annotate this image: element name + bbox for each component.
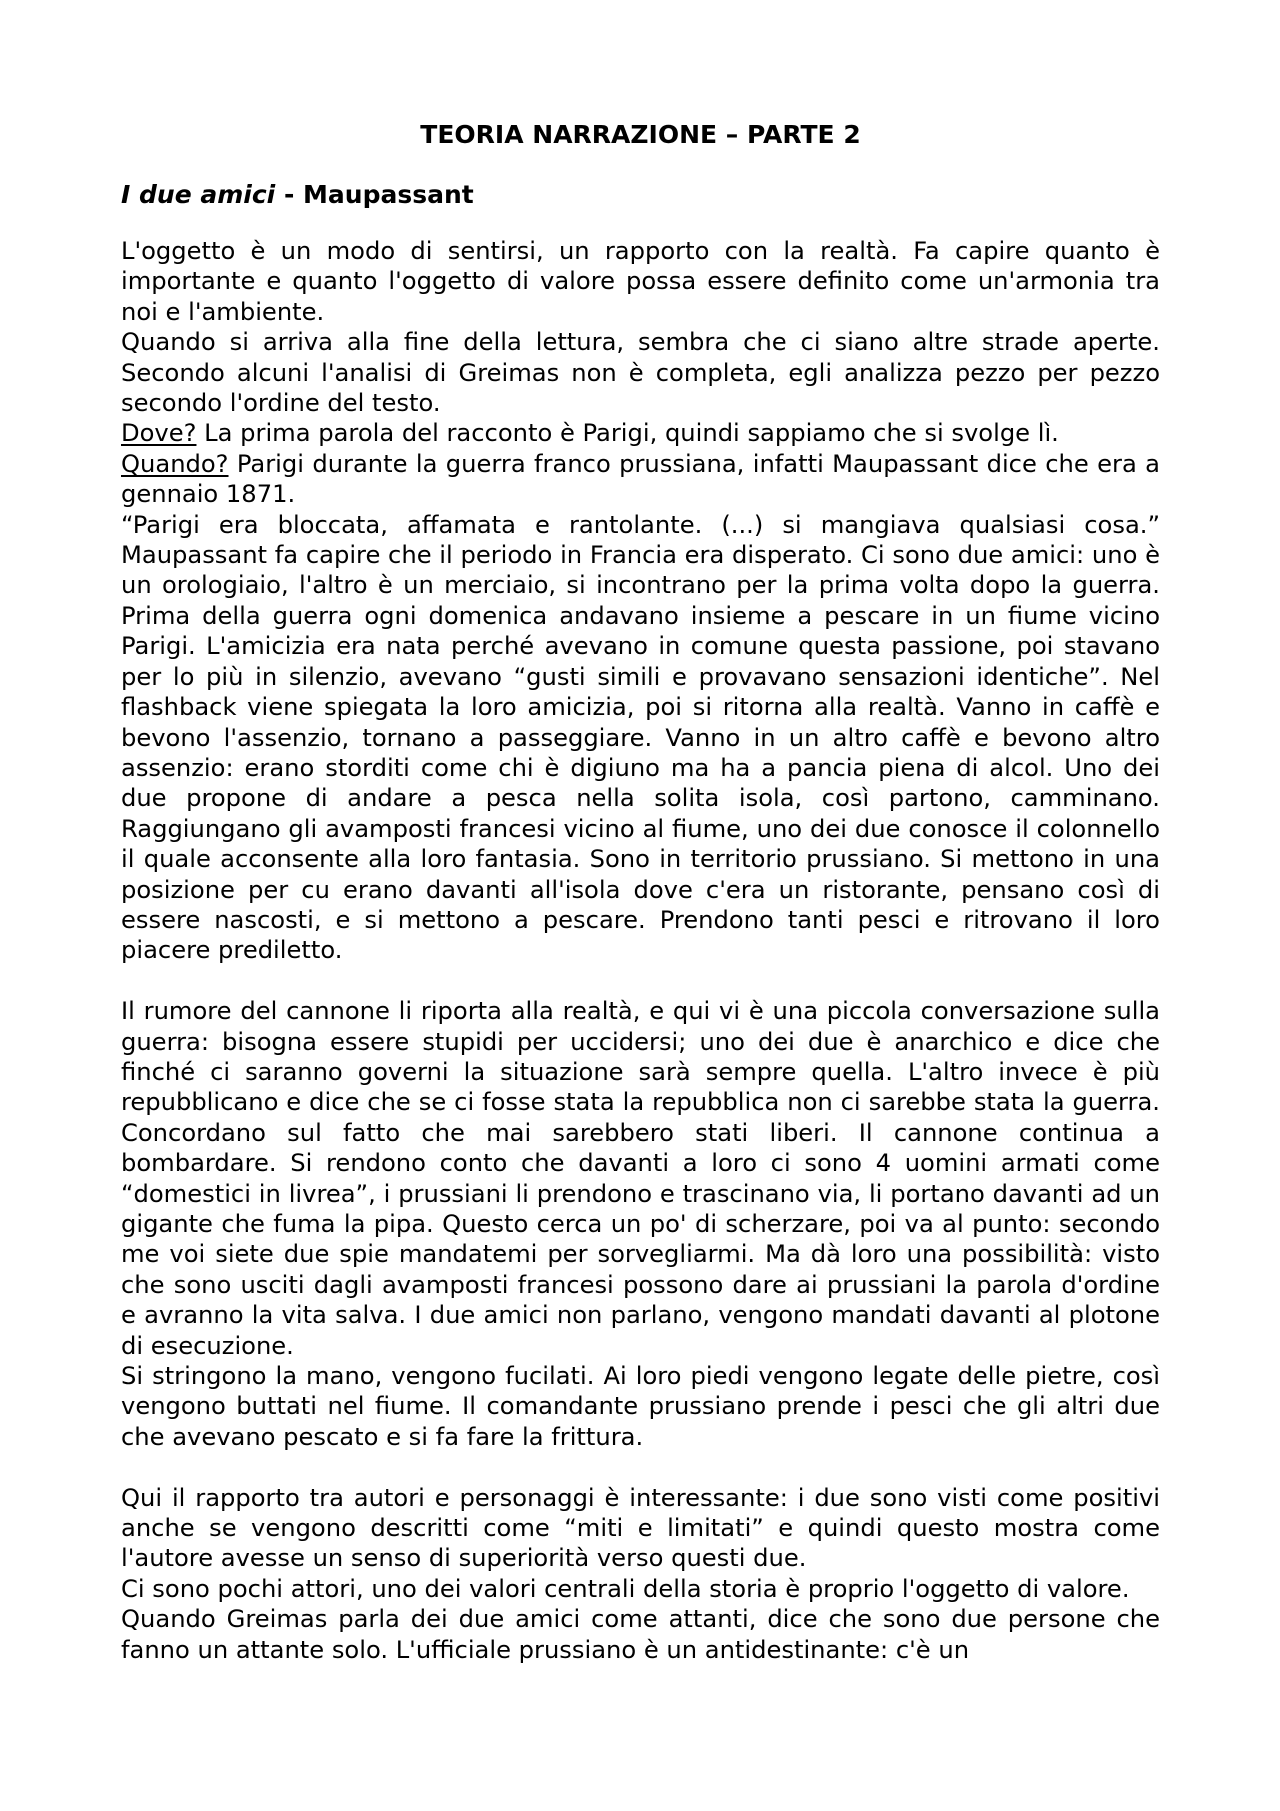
paragraph-spacer [121,966,1160,996]
section-heading [121,178,474,212]
paragraph-text: Parigi durante la guerra franco prussiana, infatti Maupassant dice che era a gennaio 1871. [121,449,1160,509]
paragraph [121,510,1160,966]
paragraph-text: Qui il rapporto tra autori e personaggi è interessante: i due sono visti come positivi anche se vengono descritti come “miti e limitati” e quindi questo mostra come l'autore avesse un senso di superiorità verso questi due. [121,1483,1160,1573]
paragraph [121,1361,1160,1452]
paragraph [121,236,1160,327]
underlined-keyword: Dove? [121,419,197,448]
body-text [121,236,1160,1665]
paragraph [121,996,1160,1361]
paragraph-text: La prima parola del racconto è Parigi, quindi sappiamo che si svolge lì. [196,419,1059,448]
paragraph-text: Quando Greimas parla dei due amici come attanti, dice che sono due persone che fanno un attante solo. L'ufficiale prussiano è un antidestinante: c'è un [121,1605,1160,1664]
paragraph [121,1483,1160,1574]
section-heading-author: - Maupassant [275,180,474,209]
paragraph [121,418,1160,448]
paragraph [121,327,1160,418]
page-title: TEORIA NARRAZIONE – PARTE 2 [420,120,861,149]
paragraph-spacer [121,1452,1160,1482]
paragraph-text: “Parigi era bloccata, affamata e rantolante. (...) si mangiava qualsiasi cosa.” Maupassant fa capire che il periodo in Francia era disperato. Ci sono due amici: uno è un orologiaio, l'altro è un merciaio, si incontrano per la prima volta dopo la guerra. Prima della guerra ogni domenica andavano insieme a pescare in un fiume vicino Parigi. L'amicizia era nata perché avevano in comune questa passione, poi stavano per lo più in silenzio, avevano “gusti simili e provavano sensazioni identiche”. Nel flashback viene spiegata la loro amicizia, poi si ritorna alla realtà. Vanno in caffè e bevono l'assenzio, tornano a passeggiare. Vanno in un altro caffè e bevono altro assenzio: erano storditi come chi è digiuno ma ha a pancia piena di alcol. Uno dei due propone di andare a pesca nella solita isola, così partono, camminano. Raggiungano gli avamposti francesi vicino al fiume, uno dei due conosce il colonnello il quale acconsente alla loro fantasia. Sono in territorio prussiano. Si mettono in una posizione per cu erano davanti all'isola dove c'era un ristorante, pensano così di essere nascosti, e si mettono a pescare. Prendono tanti pesci e ritrovano il loro piacere prediletto. [121,510,1160,965]
paragraph-text: Si stringono la mano, vengono fucilati. Ai loro piedi vengono legate delle pietre, così vengono buttati nel fiume. Il comandante prussiano prende i pesci che gli altri due che avevano pescato e si fa fare la frittura. [121,1362,1160,1451]
paragraph-text: Ci sono pochi attori, uno dei valori centrali della storia è proprio l'oggetto di valore. [121,1574,1130,1603]
paragraph [121,1604,1160,1665]
paragraph-text: Il rumore del cannone li riporta alla realtà, e qui vi è una piccola conversazione sulla guerra: bisogna essere stupidi per uccidersi; uno dei due è anarchico e dice che finché ci saranno governi la situazione sarà sempre quella. L'altro invece è più repubblicano e dice che se ci fosse stata la repubblica non ci sarebbe stata la guerra. Concordano sul fatto che mai sarebbero stati liberi. Il cannone continua a bombardare. Si rendono conto che davanti a loro ci sono 4 uomini armati come “domestici in livrea”, i prussiani li prendono e trascinano via, li portano davanti ad un gigante che fuma la pipa. Questo cerca un po' di scherzare, poi va al punto: secondo me voi siete due spie mandatemi per sorvegliarmi. Ma dà loro una possibilità: visto che sono usciti dagli avamposti francesi possono dare ai prussiani la parola d'ordine e avranno la vita salva. I due amici non parlano, vengono mandati davanti al plotone di esecuzione. [121,997,1160,1360]
underlined-keyword: Quando? [121,449,229,478]
paragraph-text: Quando si arriva alla fine della lettura, sembra che ci siano altre strade aperte. Secondo alcuni l'analisi di Greimas non è completa, egli analizza pezzo per pezzo secondo l'ordine del testo. [121,328,1160,418]
section-heading-work-title: I due amici [121,180,276,209]
paragraph [121,449,1160,510]
paragraph [121,1574,1160,1604]
paragraph-text: L'oggetto è un modo di sentirsi, un rapporto con la realtà. Fa capire quanto è importante e quanto l'oggetto di valore possa essere definito come un'armonia tra noi e l'ambiente. [121,237,1160,326]
